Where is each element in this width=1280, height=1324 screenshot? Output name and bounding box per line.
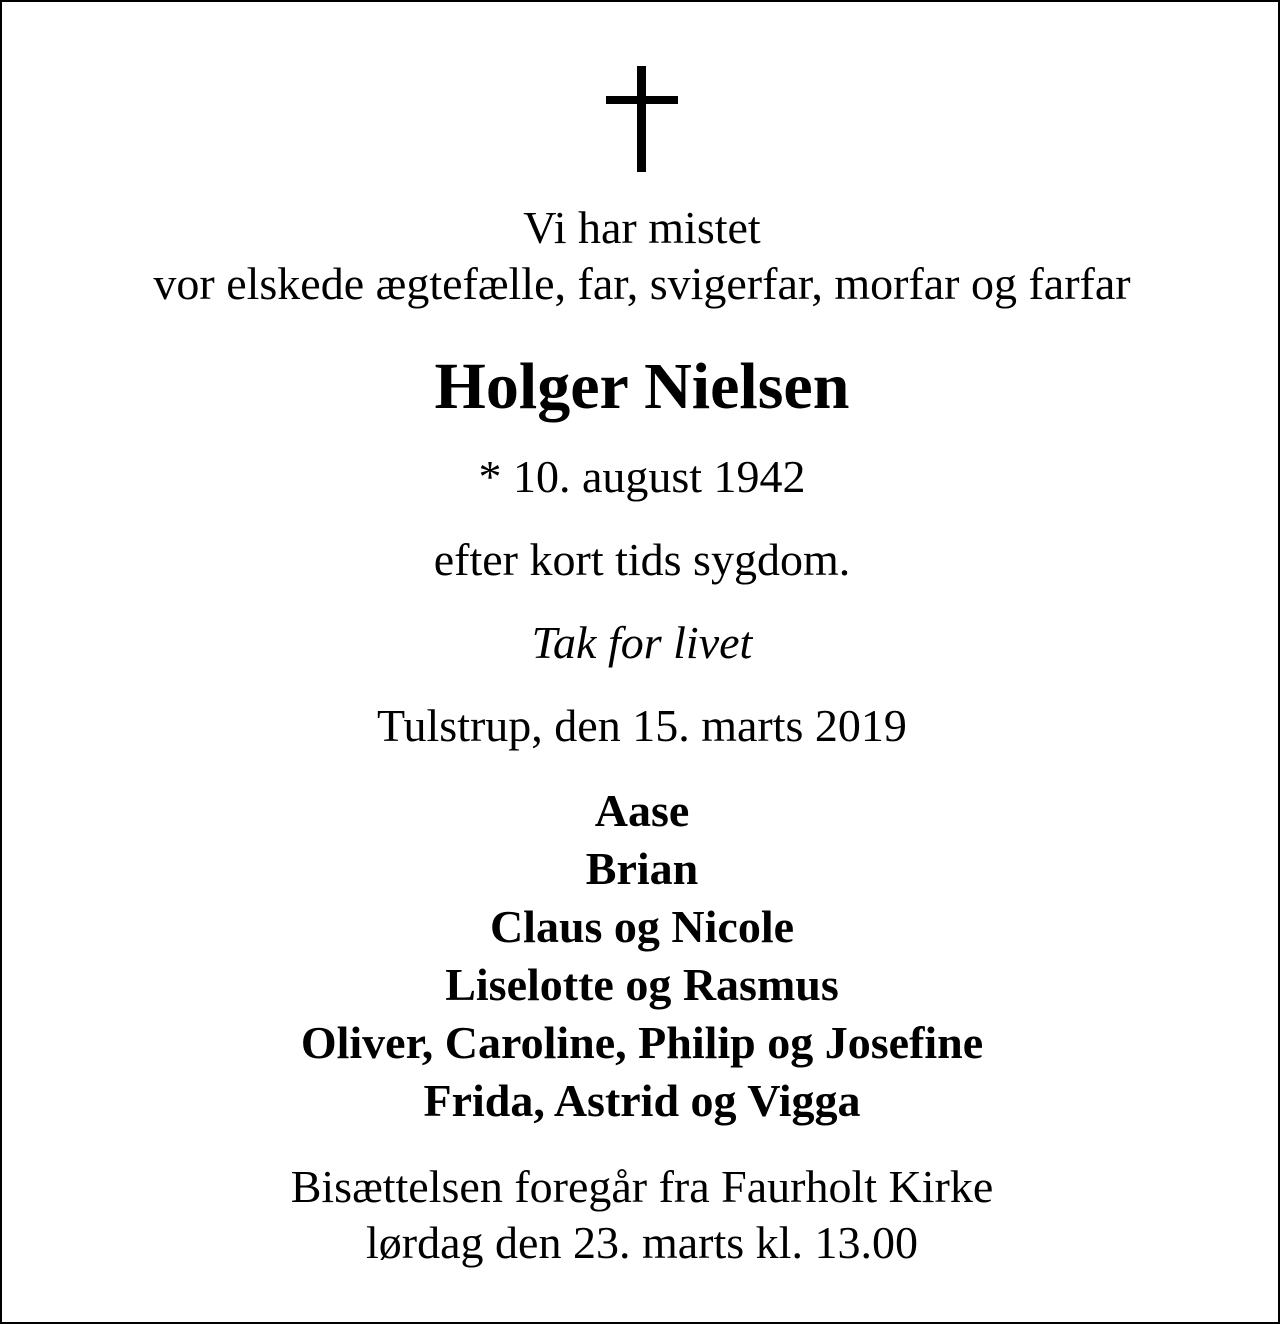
family-member: Liselotte og Rasmus [445, 959, 839, 1010]
family-member: Frida, Astrid og Vigga [423, 1075, 861, 1126]
illness-text: efter kort tids sygdom. [433, 534, 851, 585]
birth-date: * 10. august 1942 [478, 451, 806, 502]
thanks-text: Tak for livet [531, 617, 753, 668]
funeral-line-2: lørdag den 23. marts kl. 13.00 [366, 1217, 918, 1268]
funeral-line-1: Bisættelsen foregår fra Faurholt Kirke [290, 1161, 994, 1212]
family-member: Aase [594, 785, 690, 836]
intro-line-2: vor elskede ægtefælle, far, svigerfar, morfar og farfar [153, 258, 1131, 309]
cross-icon [2, 66, 1280, 172]
funeral-info [2, 1159, 1280, 1271]
family-member: Brian [585, 843, 699, 894]
intro-text [2, 200, 1280, 312]
intro-line-1: Vi har mistet [523, 202, 761, 253]
deceased-name: Holger Nielsen [434, 350, 850, 423]
family-member: Claus og Nicole [489, 901, 795, 952]
place-date: Tulstrup, den 15. marts 2019 [377, 700, 907, 751]
family-member: Oliver, Caroline, Philip og Josefine [300, 1017, 984, 1068]
family-list [2, 782, 1280, 1130]
